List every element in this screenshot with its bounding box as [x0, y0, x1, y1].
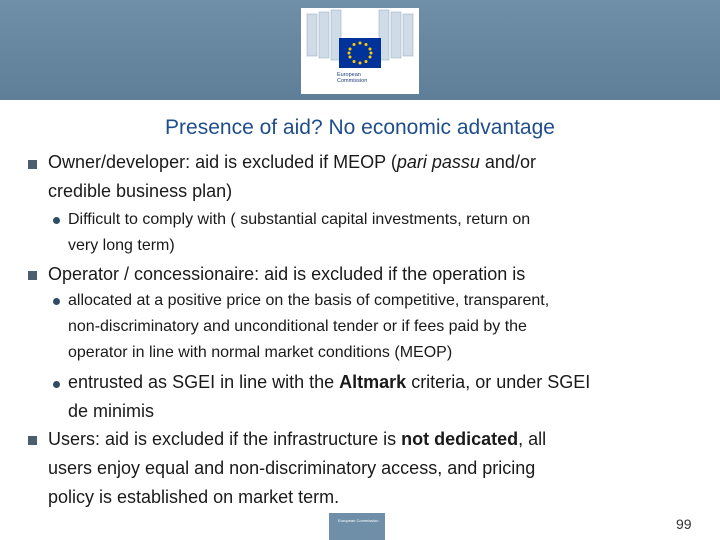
bullet-2-sub-2-text-b: criteria, or under SGEI	[406, 372, 591, 392]
sub-bullet-dot	[53, 381, 60, 388]
sub-bullet-dot	[53, 217, 60, 224]
bullet-2-sub-1-line-1: allocated at a positive price on the basis of competitive, transparent,	[68, 292, 550, 309]
bullet-3-line-1	[48, 425, 546, 454]
bullet-2-sub-1-line-2: non-discriminatory and unconditional tender or if fees paid by the	[68, 318, 527, 335]
bullet-1-sub-1-line-1: Difficult to comply with ( substantial capital investments, return on	[68, 211, 531, 228]
footer-logo-text: European Commission	[338, 518, 379, 523]
bullet-square	[28, 436, 37, 445]
bullet-1-line-2: credible business plan)	[48, 181, 233, 201]
bullet-square	[28, 271, 37, 280]
slide-title: Presence of aid? No economic advantage	[165, 116, 555, 139]
logo-line-2: Commission	[337, 78, 368, 84]
bullet-2-sub-2-line-2: de minimis	[68, 401, 155, 421]
bullet-2-sub-2-text-a: entrusted as SGEI in line with the	[68, 372, 340, 392]
bullet-1-line-1	[48, 148, 536, 177]
bullet-3-line-3: policy is established on market term.	[48, 487, 340, 507]
bullet-3-text-b: , all	[518, 429, 547, 449]
bullet-2-sub-2-line-1	[68, 368, 590, 397]
bullet-1-text-a: Owner/developer: aid is excluded if MEOP (	[48, 152, 397, 172]
bullet-3-emphasis: not dedicated	[401, 429, 519, 449]
bullet-1-italic: pari passu	[396, 152, 480, 172]
bullet-2-sub-2-bold: Altmark	[339, 372, 407, 392]
bullet-2-sub-1-line-3: operator in line with normal market conditions (MEOP)	[68, 344, 453, 361]
bullet-1-sub-1-line-2: very long term)	[68, 237, 175, 254]
logo-line-1: European	[337, 72, 361, 78]
page-number: 99	[676, 516, 692, 532]
bullet-1-text-b: and/or	[479, 152, 536, 172]
bullet-3-bold: Users: aid is excluded if the infrastructure is not dedicated	[48, 429, 519, 449]
bullet-2-line-1: Operator / concessionaire: aid is excluded if the operation is	[48, 264, 526, 284]
bullet-square	[28, 160, 37, 169]
sub-bullet-dot	[53, 298, 60, 305]
bullet-3-line-2: users enjoy equal and non-discriminatory access, and pricing	[48, 458, 536, 478]
logo-text	[337, 72, 367, 84]
